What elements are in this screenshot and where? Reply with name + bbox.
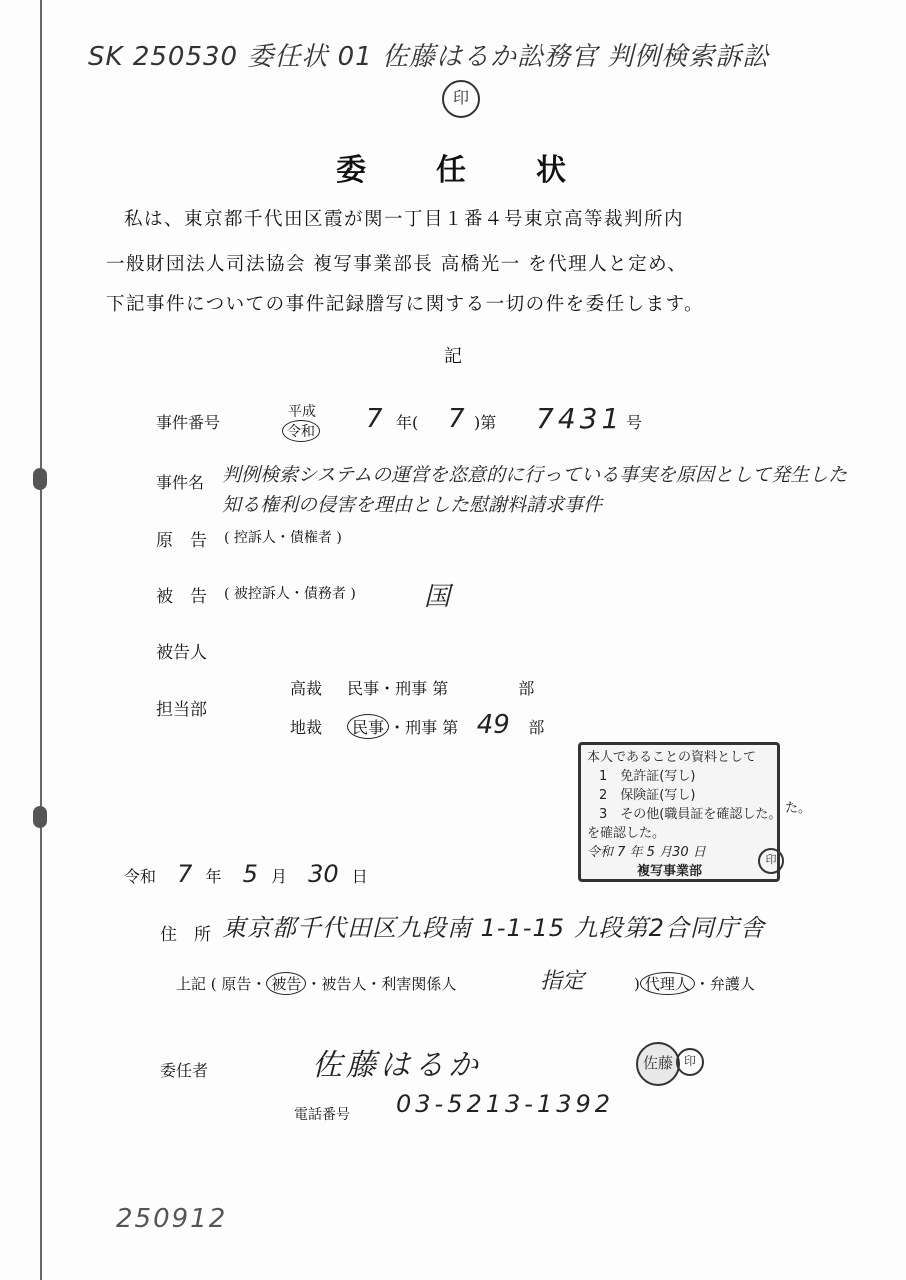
verification-stamp [578, 742, 780, 882]
body-line-1: 私は、東京都千代田区霞が関一丁目１番４号東京高等裁判所内 [124, 209, 685, 230]
top-seal: 印 [442, 80, 480, 118]
district-court-civil: 民事 [347, 714, 389, 739]
district-court-criminal: ・刑事 第 [389, 718, 459, 737]
stamp-seal: 印 [758, 848, 784, 874]
date-day-label: 日 [351, 867, 368, 886]
date-row [124, 860, 368, 888]
case-name-line-2: 知る権利の侵害を理由とした慰謝料請求事件 [222, 494, 603, 516]
document-title: 委 任 状 [336, 153, 586, 188]
case-name-line-1: 判例検索システムの運営を恣意的に行っている事実を原因として発生した [222, 464, 848, 486]
district-court-label: 地裁 [290, 718, 323, 737]
role-row [176, 972, 456, 995]
role-suffix: ・弁護人 [694, 975, 755, 993]
high-court-label: 高裁 [290, 679, 323, 698]
date-month-label: 月 [270, 867, 287, 886]
high-court-criminal: ・刑事 第 [379, 679, 449, 698]
body-line-2: 一般財団法人司法協会 複写事業部長 高橋光一 を代理人と定め、 [106, 254, 688, 275]
date-year-label: 年 [205, 867, 222, 886]
stamp-line-5: を確認した。 [587, 826, 666, 841]
stamp-line-2: 1 免許証(写し) [599, 769, 696, 784]
phone-value: 03-5213-1392 [396, 1090, 615, 1118]
punch-hole [33, 806, 47, 828]
role-prefix: 上記 ( 原告・ [176, 975, 267, 993]
role-defendant-circled: 被告 [266, 972, 306, 995]
case-type-suffix: )第 [474, 413, 497, 432]
stamp-line-7: 複写事業部 [637, 864, 703, 879]
principal-personal-seal: 佐藤 [636, 1042, 680, 1086]
stamp-line-3: 2 保険証(写し) [599, 788, 696, 803]
page-edge-line [40, 0, 42, 1280]
high-court-bu: 部 [518, 679, 535, 698]
defendant-sub: ( 被控訴人・債務者 ) [224, 586, 356, 602]
case-number-value: 7431 [536, 402, 624, 435]
case-number-suffix: 号 [626, 413, 643, 432]
address-label: 住 所 [160, 925, 211, 945]
stamp-line-6: 令和 7 年 5 月30 日 [587, 845, 706, 860]
district-court-row [290, 710, 544, 740]
body-line-3: 下記事件についての事件記録謄写に関する一切の件を委任します。 [106, 294, 705, 315]
role-agent-circled: 代理人 [640, 972, 695, 995]
case-year: 7 [366, 404, 383, 434]
principal-seal-mark: 印 [676, 1048, 704, 1076]
date-day: 30 [308, 860, 339, 888]
ki-heading: 記 [444, 346, 462, 367]
phone-label: 電話番号 [294, 1107, 350, 1123]
punch-hole [33, 468, 47, 490]
stamp-overflow-text: た。 [785, 801, 812, 816]
date-era: 令和 [124, 867, 157, 886]
role-handwritten: 指定 [540, 969, 585, 994]
date-month: 5 [242, 860, 258, 888]
era-reiwa: 令和 [282, 420, 320, 442]
defendant-label: 被 告 [156, 587, 207, 607]
high-court-civil: 民事 [347, 679, 380, 698]
header-handwritten-note: SK 250530 委任状 01 佐藤はるか訟務官 判例検索訴訟 [88, 42, 770, 72]
role-middle: ・被告人・利害関係人 [306, 975, 457, 993]
case-type: 7 [448, 404, 465, 434]
era-reiwa-circle [282, 420, 320, 442]
plaintiff-sub: ( 控訴人・債権者 ) [224, 530, 342, 546]
department-label: 担当部 [156, 700, 207, 720]
era-heisei: 平成 [288, 404, 316, 420]
district-court-number: 49 [476, 710, 510, 740]
address-value: 東京都千代田区九段南 1-1-15 九段第2合同庁舎 [222, 914, 765, 942]
plaintiff-label: 原 告 [156, 531, 207, 551]
accused-label: 被告人 [156, 643, 207, 663]
stamp-line-4: 3 その他(職員証を確認した。 [599, 807, 782, 822]
high-court-row [290, 676, 534, 699]
footer-handwritten-note: 250912 [116, 1204, 228, 1234]
date-year: 7 [177, 860, 193, 888]
stamp-line-1: 本人であることの資料として [587, 750, 757, 765]
case-name-label: 事件名 [156, 473, 205, 492]
defendant-value: 国 [424, 582, 451, 612]
principal-label: 委任者 [160, 1061, 209, 1080]
case-year-suffix: 年( [396, 413, 419, 432]
principal-name: 佐藤はるか [312, 1048, 482, 1083]
district-court-bu: 部 [528, 718, 545, 737]
role-agent-row [634, 972, 755, 995]
case-number-label: 事件番号 [156, 413, 221, 432]
role-close: ) [634, 975, 640, 993]
